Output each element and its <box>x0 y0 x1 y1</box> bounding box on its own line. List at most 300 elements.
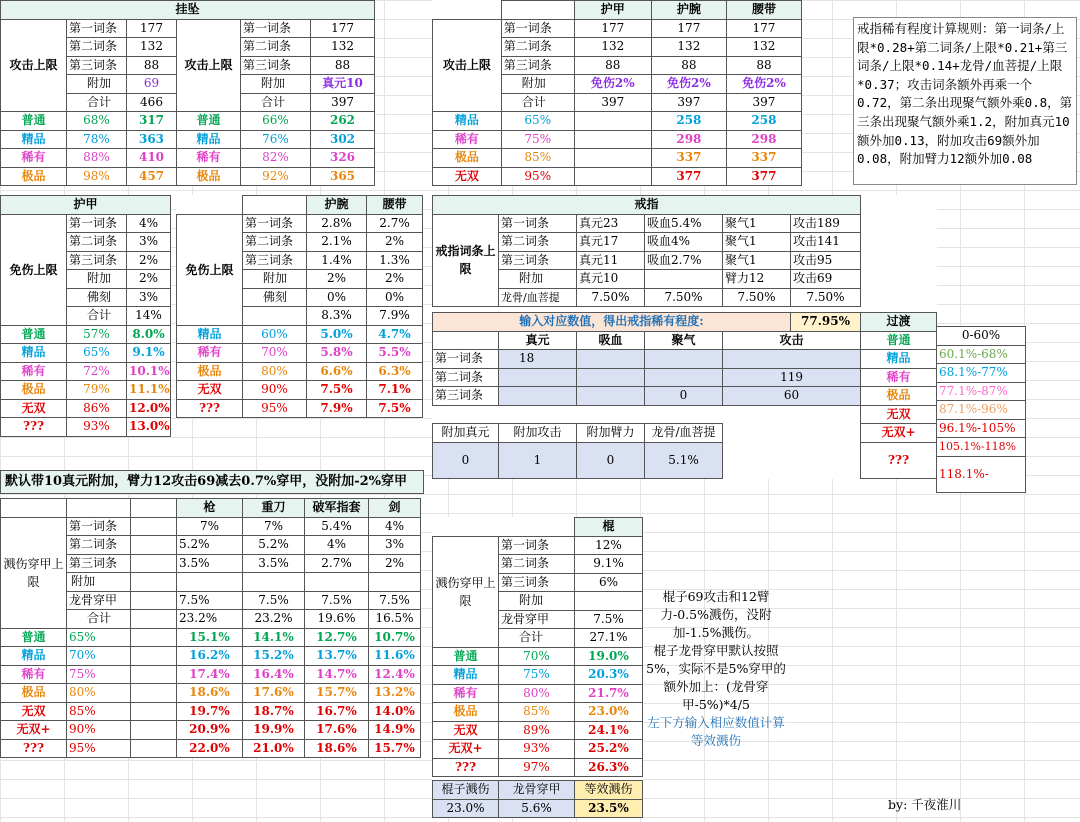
cell: 极品 <box>1 684 67 703</box>
cell: 14.9% <box>369 721 421 740</box>
col-header: 剑 <box>369 499 421 518</box>
cell[interactable]: 7.50% <box>577 288 645 307</box>
cell: 第二词条 <box>433 368 499 387</box>
cell: 85% <box>501 149 574 168</box>
cell: 稀有 <box>433 130 502 149</box>
cell[interactable]: 免伤2% <box>651 75 726 94</box>
cell[interactable]: 真元17 <box>577 233 645 252</box>
cell[interactable]: 吸血2.7% <box>645 251 723 270</box>
cell: 无双 <box>433 167 502 186</box>
cell: 第一词条 <box>501 19 574 38</box>
ring-block <box>432 195 937 479</box>
cell[interactable]: 免伤2% <box>726 75 801 94</box>
cell: 第二词条 <box>501 38 574 57</box>
cell: 第一词条 <box>433 350 499 369</box>
default-note-banner: 默认带10真元附加，臂力12攻击69减去0.7%穿甲，没附加-2%穿甲 <box>0 470 424 494</box>
cell: 85% <box>67 702 131 721</box>
cell[interactable]: 132 <box>311 38 375 57</box>
col-header: 棍子溅伤 <box>433 781 499 800</box>
ring-calc-value: 77.95% <box>791 313 861 332</box>
cell[interactable]: 真元10 <box>311 75 375 94</box>
cell[interactable]: 2% <box>127 270 171 289</box>
cell: 57% <box>67 325 127 344</box>
cell[interactable]: 177 <box>651 19 726 38</box>
staff-calc-input[interactable]: 23.0% <box>433 799 499 818</box>
cell: 13.7% <box>305 647 369 666</box>
cell: 75% <box>67 665 131 684</box>
cell[interactable]: 132 <box>127 38 177 57</box>
armor-sec: 免伤上限 <box>1 214 67 325</box>
cell: 7.9% <box>307 399 367 418</box>
cell: 15.7% <box>305 684 369 703</box>
ring-input[interactable]: 60 <box>723 387 861 406</box>
cell: 19.9% <box>243 721 305 740</box>
cell: 7.5% <box>367 399 423 418</box>
cell: 无双+ <box>1 721 67 740</box>
cell[interactable] <box>243 573 305 592</box>
cell: 龙骨/血菩提 <box>499 288 577 307</box>
ring-input[interactable]: 119 <box>723 368 861 387</box>
ring-rule-note: 戒指稀有程度计算规则：第一词条/上限*0.28+第二词条/上限*0.21+第三词条/上限*0.14+龙骨/血菩提/上限*0.37；攻击词条额外再乘一个0.72，第二条出现聚气额外乘0.8，第三条出现聚气额外乘1.2，附加真元10额外加0.13，附加攻击69额外加0.08，附加臂力12额外加0.08 <box>853 17 1077 185</box>
cell[interactable]: 臂力12 <box>723 270 791 289</box>
cell: 118.1%- <box>937 456 1026 492</box>
cell[interactable]: 5.2% <box>243 536 305 555</box>
col-header: 攻击 <box>723 331 861 350</box>
cell: 极品 <box>177 167 241 186</box>
cell: 65% <box>67 344 127 363</box>
col-header: 护腕 <box>307 196 367 215</box>
staff-title: 棍 <box>575 518 643 537</box>
cell: 397 <box>574 93 651 112</box>
cell: 附加 <box>67 573 131 592</box>
cell: 第一词条 <box>499 214 577 233</box>
cell: 5.8% <box>307 344 367 363</box>
cell: 佛刻 <box>243 288 307 307</box>
cell: 9.1% <box>127 344 171 363</box>
staff-note-2: 棍子龙骨穿甲默认按照5%，实际不是5%穿甲的额外加上：(龙骨穿甲-5%)*4/5 <box>646 643 786 712</box>
cell[interactable]: 88 <box>726 56 801 75</box>
col-header: 附加真元 <box>433 424 499 443</box>
col-header: 护甲 <box>574 1 651 20</box>
cell: 无双 <box>1 702 67 721</box>
cell: 附加 <box>501 75 574 94</box>
cell: 79% <box>67 381 127 400</box>
cell: 附加 <box>499 270 577 289</box>
cell[interactable]: 7.50% <box>645 288 723 307</box>
cell: 410 <box>127 149 177 168</box>
cell[interactable]: 7.5% <box>243 591 305 610</box>
cell[interactable]: 69 <box>127 75 177 94</box>
cell[interactable]: 攻击69 <box>791 270 861 289</box>
cell[interactable]: 聚气1 <box>723 251 791 270</box>
cell[interactable]: 6% <box>575 573 643 592</box>
cell[interactable]: 2% <box>367 233 423 252</box>
cell: 附加 <box>499 592 575 611</box>
weapons-sec: 溅伤穿甲上限 <box>1 517 67 628</box>
cell: ??? <box>1 739 67 758</box>
pendant-block <box>0 0 375 186</box>
cell: 第二词条 <box>499 233 577 252</box>
cell: 附加 <box>243 270 307 289</box>
cell: 317 <box>127 112 177 131</box>
cell: 20.9% <box>177 721 243 740</box>
cell: 16.2% <box>177 647 243 666</box>
cell: 8.0% <box>127 325 171 344</box>
cell: 13.0% <box>127 418 171 437</box>
ring-input[interactable] <box>499 368 577 387</box>
cell: 326 <box>311 149 375 168</box>
col-header: 等效溅伤 <box>575 781 643 800</box>
cell: 6.6% <box>307 362 367 381</box>
cell: 第三词条 <box>501 56 574 75</box>
cell[interactable]: 攻击189 <box>791 214 861 233</box>
cell: 65% <box>501 112 574 131</box>
cell[interactable]: 2% <box>367 270 423 289</box>
cell: 70% <box>499 647 575 666</box>
cell: 稀有 <box>1 665 67 684</box>
cell: ??? <box>177 399 243 418</box>
cell: 15.2% <box>243 647 305 666</box>
cell[interactable]: 7.50% <box>723 288 791 307</box>
cell[interactable]: 攻击95 <box>791 251 861 270</box>
cell: 精品 <box>861 350 937 369</box>
cell: 0-60% <box>937 327 1026 346</box>
cell: 86% <box>67 399 127 418</box>
cell: 21.0% <box>243 739 305 758</box>
cell: 90% <box>67 721 131 740</box>
ring-input[interactable] <box>577 387 645 406</box>
cell: 17.6% <box>305 721 369 740</box>
cell: 363 <box>127 130 177 149</box>
cell[interactable]: 2% <box>369 554 421 573</box>
cell: 12.7% <box>305 628 369 647</box>
cell: 普通 <box>1 112 67 131</box>
cell: 无双+ <box>861 424 937 443</box>
cell[interactable]: 3% <box>127 233 171 252</box>
col-header: 龙骨/血菩提 <box>645 424 723 443</box>
cell[interactable]: 7.5% <box>305 591 369 610</box>
cell[interactable]: 2% <box>307 270 367 289</box>
cell: 11.6% <box>369 647 421 666</box>
cell: 6.3% <box>367 362 423 381</box>
cell: 80% <box>499 684 575 703</box>
cell: 第三词条 <box>241 56 311 75</box>
ring-input[interactable] <box>499 387 577 406</box>
cell[interactable]: 聚气1 <box>723 214 791 233</box>
cell: 337 <box>726 149 801 168</box>
cell[interactable]: 7.50% <box>791 288 861 307</box>
cell[interactable]: 88 <box>574 56 651 75</box>
cell: 5.0% <box>307 325 367 344</box>
pendant-sec: 攻击上限 <box>1 19 67 112</box>
cell[interactable]: 177 <box>574 19 651 38</box>
col-header: 腰带 <box>726 1 801 20</box>
ring-input[interactable] <box>645 368 723 387</box>
pendant-title: 挂坠 <box>1 1 375 20</box>
cell: 第三词条 <box>433 387 499 406</box>
cell: 16.5% <box>369 610 421 629</box>
cell: 19.7% <box>177 702 243 721</box>
staff-note-3: 左下方输入相应数值计算等效溅伤 <box>647 715 785 748</box>
cell: 262 <box>311 112 375 131</box>
ring-input[interactable]: 18 <box>499 350 577 369</box>
bracer-block <box>176 195 423 418</box>
cell: 合计 <box>501 93 574 112</box>
cell[interactable]: 132 <box>726 38 801 57</box>
cell: 第二词条 <box>243 233 307 252</box>
cell: 第一词条 <box>67 19 127 38</box>
cell[interactable]: 5.2% <box>177 536 243 555</box>
cell[interactable] <box>177 573 243 592</box>
cell: 极品 <box>433 149 502 168</box>
cell: 无双 <box>433 721 499 740</box>
cell: 附加 <box>67 75 127 94</box>
cell: 302 <box>311 130 375 149</box>
col-header: 破军指套 <box>305 499 369 518</box>
cell: 18.6% <box>305 739 369 758</box>
cell: 10.1% <box>127 362 171 381</box>
cell: 95% <box>501 167 574 186</box>
col-header: 护腕 <box>651 1 726 20</box>
cell: 合计 <box>67 93 127 112</box>
cell: 第三词条 <box>243 251 307 270</box>
cell: 精品 <box>177 325 243 344</box>
cell: 93% <box>499 740 575 759</box>
cell: 298 <box>726 130 801 149</box>
cell[interactable]: 9.1% <box>575 555 643 574</box>
cell[interactable]: 1.3% <box>367 251 423 270</box>
col-header: 枪 <box>177 499 243 518</box>
cell: 82% <box>241 149 311 168</box>
cell: 66% <box>241 112 311 131</box>
cell: 16.7% <box>305 702 369 721</box>
cell: 12.0% <box>127 399 171 418</box>
cell[interactable]: 1.4% <box>307 251 367 270</box>
ring-extra-input[interactable]: 5.1% <box>645 442 723 478</box>
cell: 397 <box>311 93 375 112</box>
cell: 75% <box>499 666 575 685</box>
cell: 258 <box>726 112 801 131</box>
cell[interactable]: 132 <box>574 38 651 57</box>
cell: 极品 <box>433 703 499 722</box>
col-header: 腰带 <box>367 196 423 215</box>
cell[interactable]: 真元23 <box>577 214 645 233</box>
staff-note <box>644 588 788 750</box>
col-header: 真元 <box>499 331 577 350</box>
cell: 第二词条 <box>67 536 131 555</box>
cell: 23.2% <box>243 610 305 629</box>
cell: 14.0% <box>369 702 421 721</box>
cell: 合计 <box>499 629 575 648</box>
cell: ??? <box>1 418 67 437</box>
cell: 18.6% <box>177 684 243 703</box>
cell[interactable]: 7.5% <box>177 591 243 610</box>
cell[interactable]: 177 <box>311 19 375 38</box>
cell: 第三词条 <box>67 251 127 270</box>
cell[interactable] <box>369 573 421 592</box>
cell: 11.1% <box>127 381 171 400</box>
cell[interactable]: 7.5% <box>369 591 421 610</box>
staff-block <box>432 517 643 818</box>
cell: 19.6% <box>305 610 369 629</box>
cell[interactable]: 177 <box>726 19 801 38</box>
cell[interactable]: 0% <box>307 288 367 307</box>
cell: 极品 <box>1 381 67 400</box>
cell: 第三词条 <box>499 573 575 592</box>
cell: 18.7% <box>243 702 305 721</box>
ring-extra-input[interactable]: 0 <box>577 442 645 478</box>
cell: 397 <box>651 93 726 112</box>
cell: 65% <box>67 628 131 647</box>
cell: 精品 <box>1 647 67 666</box>
cell: 15.1% <box>177 628 243 647</box>
cell: 精品 <box>433 112 502 131</box>
cell[interactable]: 聚气1 <box>723 233 791 252</box>
cell: 466 <box>127 93 177 112</box>
cell: 14.7% <box>305 665 369 684</box>
cell[interactable]: 88 <box>127 56 177 75</box>
cell: 68.1%-77% <box>937 364 1026 383</box>
cell: 无双 <box>861 405 937 424</box>
cell[interactable] <box>645 270 723 289</box>
ring-extra-input[interactable]: 0 <box>433 442 499 478</box>
cell: 14.1% <box>243 628 305 647</box>
cell: 22.0% <box>177 739 243 758</box>
ring-input[interactable] <box>577 368 645 387</box>
cell[interactable]: 2.1% <box>307 233 367 252</box>
cell[interactable] <box>575 592 643 611</box>
cell: 397 <box>726 93 801 112</box>
cell: 20.3% <box>575 666 643 685</box>
cell: 96.1%-105% <box>937 419 1026 438</box>
cell[interactable]: 免伤2% <box>574 75 651 94</box>
cell: 90% <box>243 381 307 400</box>
cell: 60.1%-68% <box>937 345 1026 364</box>
cell[interactable]: 12% <box>575 536 643 555</box>
cell: 精品 <box>1 130 67 149</box>
cell: 第三词条 <box>67 56 127 75</box>
cell: 27.1% <box>575 629 643 648</box>
cell: 17.4% <box>177 665 243 684</box>
ring-input[interactable] <box>577 350 645 369</box>
cell: 16.4% <box>243 665 305 684</box>
cell[interactable]: 0% <box>367 288 423 307</box>
ring-extra-input[interactable]: 1 <box>499 442 577 478</box>
cell[interactable]: 4% <box>369 517 421 536</box>
cell[interactable]: 3.5% <box>243 554 305 573</box>
cell: 普通 <box>861 331 937 350</box>
cell: 95% <box>243 399 307 418</box>
cell: 极品 <box>177 362 243 381</box>
cell: 无双 <box>1 399 67 418</box>
cell <box>243 307 307 326</box>
cell[interactable] <box>305 573 369 592</box>
cell[interactable]: 2% <box>127 251 171 270</box>
cell: 第二词条 <box>67 233 127 252</box>
cell[interactable]: 88 <box>311 56 375 75</box>
cell[interactable]: 3% <box>369 536 421 555</box>
cell: 第一词条 <box>243 214 307 233</box>
col-header: 聚气 <box>645 331 723 350</box>
cell[interactable]: 3% <box>127 288 171 307</box>
cell[interactable]: 7% <box>177 517 243 536</box>
ring-input[interactable] <box>723 350 861 369</box>
ring-calc-label: 输入对应数值，得出戒指稀有程度: <box>433 313 791 332</box>
cell: 98% <box>67 167 127 186</box>
cell[interactable]: 88 <box>651 56 726 75</box>
ring-input[interactable]: 0 <box>645 387 723 406</box>
cell[interactable]: 2.7% <box>367 214 423 233</box>
cell[interactable]: 132 <box>651 38 726 57</box>
arm-sec: 攻击上限 <box>433 19 502 112</box>
col-header: 吸血 <box>577 331 645 350</box>
cell: 93% <box>67 418 127 437</box>
ranges-block <box>936 326 1026 493</box>
cell: 第三词条 <box>499 251 577 270</box>
cell[interactable]: 2.8% <box>307 214 367 233</box>
cell: 第二词条 <box>67 38 127 57</box>
cell[interactable]: 5.4% <box>305 517 369 536</box>
ring-input[interactable] <box>645 350 723 369</box>
cell: 87.1%-96% <box>937 401 1026 420</box>
armor-title: 护甲 <box>1 196 171 215</box>
cell: 60% <box>243 325 307 344</box>
arm-block <box>432 0 802 186</box>
cell: ??? <box>861 442 937 478</box>
cell: 龙骨穿甲 <box>67 591 131 610</box>
cell: 12.4% <box>369 665 421 684</box>
cell[interactable]: 吸血5.4% <box>645 214 723 233</box>
cell[interactable]: 7.5% <box>575 610 643 629</box>
cell: 19.0% <box>575 647 643 666</box>
cell[interactable]: 7% <box>243 517 305 536</box>
cell[interactable]: 真元10 <box>577 270 645 289</box>
cell[interactable]: 2.7% <box>305 554 369 573</box>
cell: 92% <box>241 167 311 186</box>
cell: 80% <box>243 362 307 381</box>
cell: 258 <box>651 112 726 131</box>
cell[interactable]: 3.5% <box>177 554 243 573</box>
cell[interactable]: 攻击141 <box>791 233 861 252</box>
cell[interactable]: 4% <box>305 536 369 555</box>
cell: 无双+ <box>433 740 499 759</box>
cell: 稀有 <box>1 362 67 381</box>
cell: 极品 <box>861 387 937 406</box>
cell: 4.7% <box>367 325 423 344</box>
cell: 精品 <box>1 344 67 363</box>
col-header: 附加臂力 <box>577 424 645 443</box>
cell: 龙骨穿甲 <box>499 610 575 629</box>
cell[interactable]: 吸血4% <box>645 233 723 252</box>
cell[interactable]: 177 <box>127 19 177 38</box>
cell: 第一词条 <box>67 517 131 536</box>
cell: 26.3% <box>575 758 643 777</box>
cell[interactable]: 真元11 <box>577 251 645 270</box>
cell: 7.5% <box>307 381 367 400</box>
cell: 70% <box>67 647 131 666</box>
cell: 13.2% <box>369 684 421 703</box>
cell: 普通 <box>177 112 241 131</box>
ring-title: 戒指 <box>433 196 861 215</box>
staff-calc-input[interactable]: 5.6% <box>499 799 575 818</box>
pendant-sec2: 攻击上限 <box>177 19 241 112</box>
cell: 7.9% <box>367 307 423 326</box>
col-header: 重刀 <box>243 499 305 518</box>
cell: 附加 <box>241 75 311 94</box>
cell: 14% <box>127 307 171 326</box>
author-credit: by: 千夜淮川 <box>888 797 962 812</box>
cell[interactable]: 4% <box>127 214 171 233</box>
